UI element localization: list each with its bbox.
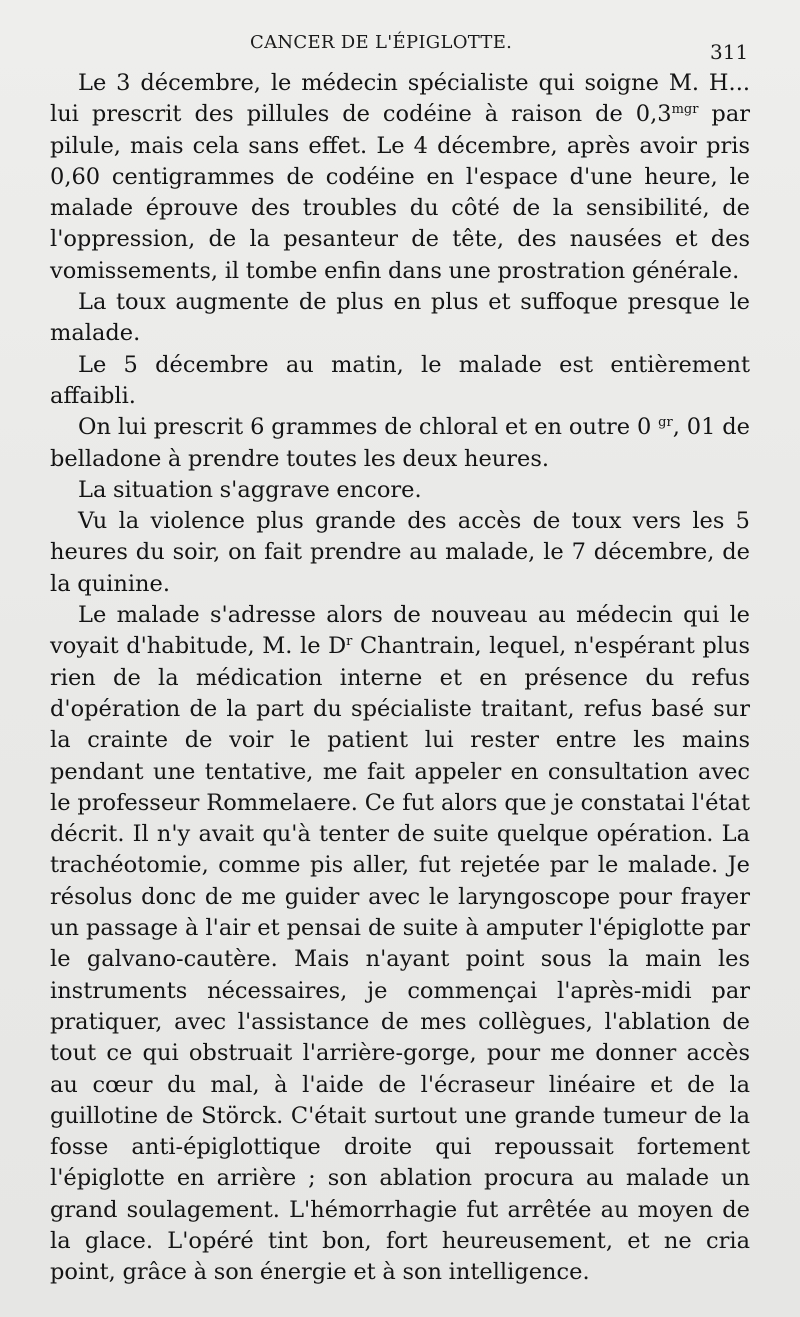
paragraph: On lui prescrit 6 grammes de chloral et en outre 0 $^{gr}$, 01 de belladone à prendre toutes les deux heures.	[50, 414, 750, 472]
paragraph: Le malade s'adresse alors de nouveau au médecin qui le voyait d'habitude, M. le $D^r$ Chantrain, lequel, n'espérant plus rien de la médication interne et en présence du refus d'opération de la part du spécialiste traitant, refus basé sur la crainte de voir le patient lui rester entre les mains pendant une tentative, me fait appeler en consultation avec le professeur Rommelaere. Ce fut alors que je constatai l'état décrit. Il n'y avait qu'à tenter de suite quelque opération. La trachéotomie, comme pis aller, fut rejetée par le malade. Je résolus donc de me guider avec le laryngoscope pour frayer un passage à l'air et pensai de suite à amputer l'épiglotte par le galvano-cautère. Mais n'ayant point sous la main les instruments nécessaires, je commençai l'après-midi par pratiquer, avec l'assistance de mes collègues, l'ablation de tout ce qui obstruait l'arrière-gorge, pour me donner accès au cœur du mal, à l'aide de l'écraseur linéaire et de la guillotine de Störck. C'était surtout une grande tumeur de la fosse anti-épiglottique droite qui repoussait fortement l'épiglotte en arrière ; son ablation procura au malade un grand soulagement. L'hémorrhagie fut arrêtée au moyen de la glace. L'opéré tint bon, fort heureusement, et ne cria point, grâce à son énergie et à son intelligence.	[50, 602, 750, 1286]
paragraph: La situation s'aggrave encore.	[78, 476, 422, 503]
page-header	[0, 26, 800, 64]
paragraph: La toux augmente de plus en plus et suffoque presque le malade.	[50, 289, 750, 347]
page-number: 311	[710, 40, 749, 64]
paragraph: Le 5 décembre au matin, le malade est entièrement affaibli.	[50, 351, 750, 409]
body-text	[50, 68, 750, 1289]
paragraph: Vu la violence plus grande des accès de toux vers les 5 heures du soir, on fait prendre au malade, le 7 décembre, de la quinine.	[50, 508, 750, 597]
paragraph: Le 3 décembre, le médecin spécialiste qui soigne M. H... lui prescrit des pillules de codéine à raison de $0,3^{mgr}$ par pilule, mais cela sans effet. Le 4 décembre, après avoir pris 0,60 centigrammes de codéine en l'espace d'une heure, le malade éprouve des troubles du côté de la sensibilité, de l'oppression, de la pesanteur de tête, des nausées et des vomissements, il tombe enfin dans une prostration générale.	[50, 70, 751, 284]
running-title: CANCER DE L'ÉPIGLOTTE.	[250, 32, 513, 53]
